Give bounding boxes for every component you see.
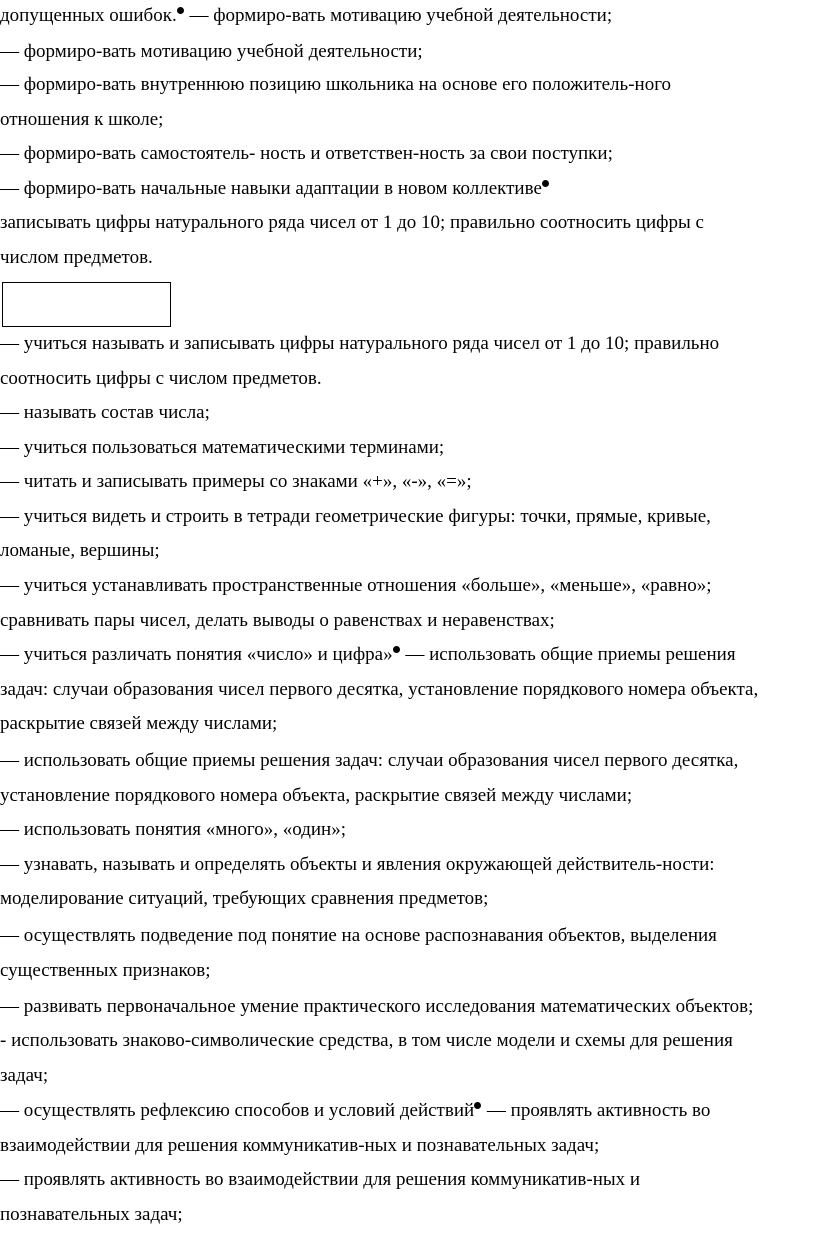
text-line: — читать и записывать примеры со знаками «+», «-», «=»; — [0, 471, 472, 492]
text-line: соотносить цифры с числом предметов. — [0, 368, 322, 389]
text-line: — формиро-вать самостоятель- ность и ответствен-ность за свои поступки; — [0, 143, 613, 164]
text-line: задач: случаи образования чисел первого десятка, установление порядкового номера объекта, — [0, 679, 759, 700]
text-line — [0, 1099, 710, 1123]
text-fragment: допущенных ошибок. — [0, 5, 177, 26]
text-line: отношения к школе; — [0, 109, 164, 130]
text-line: задач; — [0, 1065, 49, 1086]
text-fragment: — учиться различать понятия «число» и цифра» — [0, 644, 393, 665]
text-line: - использовать знаково-символические средства, в том числе модели и схемы для решения — [0, 1030, 733, 1051]
text-line: — использовать понятия «много», «один»; — [0, 819, 346, 840]
text-line: — учиться видеть и строить в тетради геометрические фигуры: точки, прямые, кривые, — [0, 506, 711, 527]
text-line: ломаные, вершины; — [0, 540, 160, 561]
text-line: установление порядкового номера объекта, раскрытие связей между числами; — [0, 785, 633, 806]
text-line: — учиться называть и записывать цифры натурального ряда чисел от 1 до 10; правильно — [0, 333, 720, 354]
text-line: существенных признаков; — [0, 960, 211, 981]
text-fragment: — осуществлять рефлексию способов и условий действий — [0, 1100, 475, 1121]
text-line — [0, 643, 736, 667]
bullet-icon — [474, 1102, 481, 1109]
text-line: раскрытие связей между числами; — [0, 713, 278, 734]
bullet-icon — [393, 646, 400, 653]
text-line — [0, 4, 612, 28]
text-line: — развивать первоначальное умение практического исследования математических объектов; — [0, 996, 754, 1017]
text-fragment: — проявлять активность во — [482, 1100, 711, 1121]
bullet-icon — [177, 7, 184, 14]
text-line: числом предметов. — [0, 247, 153, 268]
text-line: — узнавать, называть и определять объекты и явления окружающей действитель-ности: — [0, 854, 715, 875]
empty-text-box — [2, 282, 171, 327]
text-line: моделирование ситуаций, требующих сравнения предметов; — [0, 888, 489, 909]
text-line: — проявлять активность во взаимодействии для решения коммуникатив-ных и — [0, 1169, 641, 1190]
text-line: — формиро-вать мотивацию учебной деятельности; — [0, 41, 423, 62]
text-line: записывать цифры натурального ряда чисел от 1 до 10; правильно соотносить цифры с — [0, 212, 704, 233]
text-line: — учиться устанавливать пространственные отношения «больше», «меньше», «равно»; — [0, 575, 712, 596]
text-line: — называть состав числа; — [0, 402, 210, 423]
text-line: познавательных задач; — [0, 1204, 183, 1225]
text-line: — осуществлять подведение под понятие на основе распознавания объектов, выделения — [0, 925, 717, 946]
text-fragment: — формиро-вать начальные навыки адаптации в новом коллективе — [0, 178, 542, 199]
text-line: сравнивать пары чисел, делать выводы о равенствах и неравенствах; — [0, 610, 555, 631]
text-fragment: — формиро-вать мотивацию учебной деятельности; — [184, 5, 613, 26]
text-fragment: — использовать общие приемы решения — [400, 644, 736, 665]
bullet-icon — [542, 180, 549, 187]
text-line: взаимодействии для решения коммуникатив-ных и познавательных задач; — [0, 1135, 600, 1156]
text-line: — использовать общие приемы решения задач: случаи образования чисел первого десятка, — [0, 750, 739, 771]
text-line — [0, 177, 550, 201]
text-line: — формиро-вать внутреннюю позицию школьника на основе его положитель-ного — [0, 74, 672, 95]
text-line: — учиться пользоваться математическими терминами; — [0, 437, 445, 458]
